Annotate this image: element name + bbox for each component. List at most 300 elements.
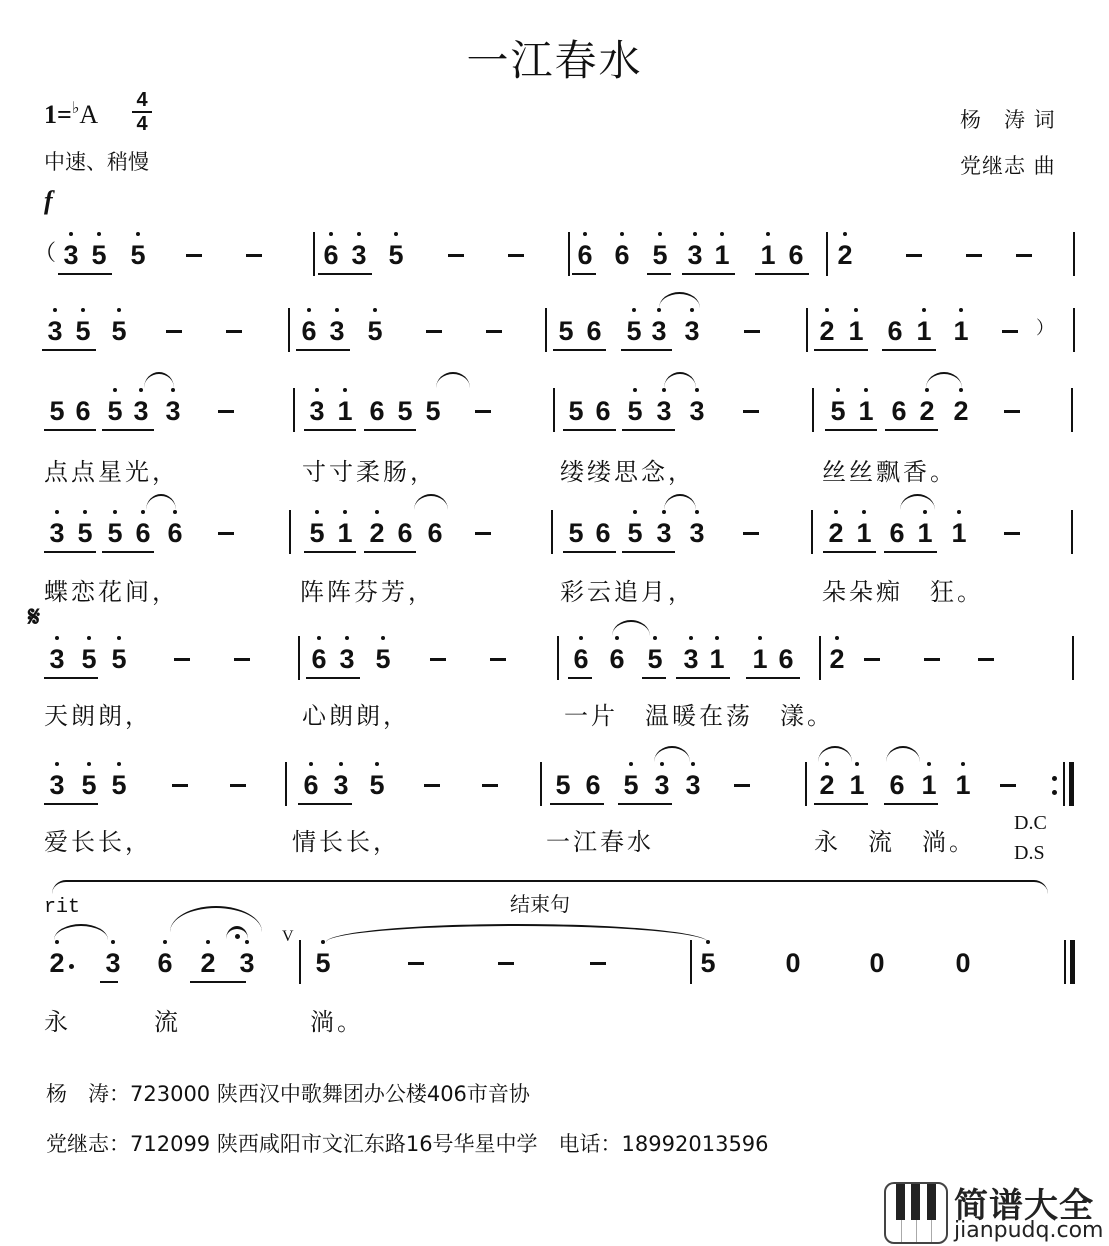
piano-keys-icon (884, 1182, 948, 1244)
note: 5 (108, 770, 130, 800)
octave-dot (632, 308, 636, 312)
beam-underline (882, 349, 936, 351)
sustain-dash (490, 658, 506, 661)
time-top: 4 (136, 89, 148, 111)
lyric-phrase: 情长长， (292, 828, 400, 856)
beam-underline (190, 981, 246, 983)
note: 5 (78, 770, 100, 800)
note: 6 (586, 316, 602, 346)
sustain-dash (743, 410, 759, 413)
note: 3 (348, 240, 370, 270)
score-row (0, 396, 1109, 456)
lyric-phrase: 一江春水 (546, 828, 654, 856)
lyricist-credit: 杨 涛 词 (960, 108, 1056, 132)
octave-dot (615, 636, 619, 640)
note: 2 (46, 948, 68, 978)
note: 2 (197, 948, 219, 978)
note: 5 (649, 240, 671, 270)
lyric-phrase: 朵朵痴 狂。 (822, 578, 984, 606)
ending-label: 结束句 (510, 892, 570, 916)
octave-dot (206, 940, 210, 944)
note: 1 (711, 240, 733, 270)
note: 2 (950, 396, 972, 426)
sustain-dash (978, 658, 994, 661)
octave-dot (766, 232, 770, 236)
octave-dot (339, 762, 343, 766)
octave-dot (55, 510, 59, 514)
beam-underline (102, 429, 154, 431)
octave-dot (373, 308, 377, 312)
barline (289, 510, 291, 554)
beam-underline (618, 803, 672, 805)
score-row (0, 240, 1109, 300)
octave-dot (139, 388, 143, 392)
octave-dot (321, 940, 325, 944)
barline (568, 232, 570, 276)
sustain-dash (966, 254, 982, 257)
octave-dot (394, 232, 398, 236)
octave-dot (81, 308, 85, 312)
barline (1072, 636, 1074, 680)
beam-underline (318, 273, 372, 275)
note: 2 (916, 396, 938, 426)
octave-dot (689, 636, 693, 640)
note: 1 (334, 396, 356, 426)
beam-underline (553, 349, 606, 351)
barline (313, 232, 315, 276)
lyric-phrase: 爱长长， (44, 828, 152, 856)
lyric-phrase: 丝丝飘香。 (822, 458, 957, 486)
note: 3 (130, 396, 152, 426)
note: 5 (558, 316, 574, 346)
beam-underline (622, 551, 675, 553)
octave-dot (583, 232, 587, 236)
note: 6 (606, 644, 628, 674)
beam-underline (682, 273, 735, 275)
rit-mark: rit (44, 896, 81, 919)
octave-dot (854, 308, 858, 312)
octave-dot (117, 636, 121, 640)
octave-dot (922, 308, 926, 312)
note: 6 (300, 770, 322, 800)
sustain-dash (590, 962, 606, 965)
lyric-phrase: 蝶恋花间， (44, 578, 179, 606)
note: 6 (778, 644, 794, 674)
note: 6 (889, 770, 905, 800)
beam-underline (44, 429, 96, 431)
note: 1 (914, 518, 936, 548)
tie-slur (146, 494, 176, 510)
note: 1 (757, 240, 779, 270)
beam-underline (825, 429, 877, 431)
octave-dot (862, 510, 866, 514)
sustain-dash (186, 254, 202, 257)
octave-dot (633, 510, 637, 514)
beam-underline (44, 803, 98, 805)
lyric-phrase: 一片 温暖在荡 漾。 (564, 702, 834, 730)
octave-dot (695, 388, 699, 392)
note: 0 (785, 948, 801, 978)
breath-mark: V (282, 928, 294, 945)
note: 5 (385, 240, 407, 270)
beam-underline (814, 803, 868, 805)
beam-underline (647, 273, 671, 275)
repeat-end-barline (1069, 762, 1074, 806)
sustain-dash (226, 330, 242, 333)
note: 5 (568, 518, 584, 548)
note: 5 (72, 316, 94, 346)
barline (1071, 388, 1073, 432)
lyric-phrase: 永 (44, 1008, 71, 1036)
tempo-marking: 中速、稍慢 (44, 150, 149, 174)
note: 1 (948, 518, 970, 548)
note: 6 (889, 518, 905, 548)
octave-dot (925, 388, 929, 392)
octave-dot (633, 388, 637, 392)
beam-underline (884, 551, 937, 553)
score-row (0, 770, 1109, 830)
barline (1063, 762, 1065, 806)
barline (299, 940, 301, 984)
octave-dot (381, 636, 385, 640)
octave-dot (173, 510, 177, 514)
tie-slur (654, 746, 690, 762)
tie-slur (664, 494, 696, 510)
note: 5 (108, 644, 130, 674)
octave-dot (693, 232, 697, 236)
note: 3 (686, 396, 708, 426)
barline (545, 308, 547, 352)
note: 5 (623, 316, 645, 346)
octave-dot (690, 308, 694, 312)
sustain-dash (743, 532, 759, 535)
octave-dot (825, 308, 829, 312)
octave-dot (335, 308, 339, 312)
beam-underline (823, 551, 876, 553)
note: 3 (653, 396, 675, 426)
octave-dot (835, 636, 839, 640)
note: 3 (330, 770, 352, 800)
logo-text-en: jianpudq.com (954, 1218, 1104, 1243)
flat-symbol: ♭ (71, 100, 80, 117)
octave-dot (83, 510, 87, 514)
octave-dot (657, 308, 661, 312)
barline (285, 762, 287, 806)
octave-dot (55, 636, 59, 640)
score-row (0, 948, 1109, 1008)
note: 5 (306, 518, 328, 548)
beam-underline (568, 677, 592, 679)
note: 6 (570, 644, 592, 674)
barline (1071, 510, 1073, 554)
note: 5 (127, 240, 149, 270)
barline (551, 510, 553, 554)
octave-dot (136, 232, 140, 236)
note: 1 (952, 770, 974, 800)
note: 3 (60, 240, 82, 270)
sustain-dash (172, 784, 188, 787)
octave-dot (691, 762, 695, 766)
note: 3 (648, 316, 670, 346)
final-barline (1070, 940, 1075, 984)
octave-dot (343, 388, 347, 392)
time-signature (132, 90, 152, 134)
note: 3 (236, 948, 258, 978)
lyric-phrase: 彩云追月， (560, 578, 695, 606)
octave-dot (55, 940, 59, 944)
note: 5 (397, 396, 413, 426)
lyric-phrase: 永 流 淌。 (814, 828, 976, 856)
note: 3 (681, 316, 703, 346)
score-row (0, 316, 1109, 376)
beam-underline (755, 273, 809, 275)
octave-dot (855, 762, 859, 766)
octave-dot (864, 388, 868, 392)
note: 1 (334, 518, 356, 548)
footer-contact-lyricist: 杨 涛：723000 陕西汉中歌舞团办公楼406市音协 (46, 1082, 530, 1106)
beam-underline (304, 551, 356, 553)
tie-slur (900, 494, 935, 510)
composer-credit: 党继志 曲 (960, 154, 1056, 178)
tie-slur (612, 620, 650, 636)
note: 2 (816, 316, 838, 346)
key-note: A (79, 100, 99, 129)
lyric-phrase: 缕缕思念， (560, 458, 695, 486)
lyric-phrase: 流 (154, 1008, 181, 1036)
note: 5 (827, 396, 849, 426)
note: 6 (585, 770, 601, 800)
sustain-dash (1000, 784, 1016, 787)
note: 3 (336, 644, 358, 674)
octave-dot (117, 308, 121, 312)
barline (826, 232, 828, 276)
note: 2 (834, 240, 856, 270)
octave-dot (720, 232, 724, 236)
beam-underline (296, 349, 350, 351)
sustain-dash (508, 254, 524, 257)
octave-dot (927, 762, 931, 766)
note: 3 (306, 396, 328, 426)
octave-dot (825, 762, 829, 766)
note: 5 (104, 518, 126, 548)
octave-dot (171, 388, 175, 392)
lyric-phrase: 阵阵芬芳， (300, 578, 435, 606)
score-row (0, 518, 1109, 578)
octave-dot (959, 308, 963, 312)
ds-mark: D.S (1014, 842, 1045, 864)
lyric-phrase: 天朗朗， (44, 702, 152, 730)
note: 3 (326, 316, 348, 346)
beam-underline (572, 273, 596, 275)
note: 0 (869, 948, 885, 978)
lyric-phrase: 淌。 (310, 1008, 364, 1036)
note: 6 (427, 518, 443, 548)
sustain-dash (424, 784, 440, 787)
sustain-dash (408, 962, 424, 965)
note: 6 (595, 518, 611, 548)
note: 1 (950, 316, 972, 346)
octave-dot (834, 510, 838, 514)
beam-underline (563, 429, 616, 431)
octave-dot (345, 636, 349, 640)
beam-underline (622, 429, 675, 431)
note: 6 (298, 316, 320, 346)
note: 5 (49, 396, 65, 426)
note: 5 (697, 948, 719, 978)
beam-underline (298, 803, 352, 805)
barline (1073, 308, 1075, 352)
octave-dot (658, 232, 662, 236)
note: 0 (955, 948, 971, 978)
beam-underline (884, 803, 938, 805)
sustain-dash (174, 658, 190, 661)
note: 6 (887, 316, 903, 346)
octave-dot (653, 636, 657, 640)
barline (1073, 232, 1075, 276)
note: 3 (686, 518, 708, 548)
note: 5 (620, 770, 642, 800)
song-title: 一江春水 (466, 36, 643, 85)
octave-dot (343, 510, 347, 514)
repeat-dot (1052, 776, 1057, 781)
octave-dot (923, 510, 927, 514)
note: 5 (88, 240, 110, 270)
note: 6 (891, 396, 907, 426)
beam-underline (814, 349, 868, 351)
close-paren: ） (1036, 318, 1054, 339)
octave-dot (329, 232, 333, 236)
octave-dot (961, 762, 965, 766)
note: 3 (46, 644, 68, 674)
sustain-dash (230, 784, 246, 787)
octave-dot (117, 762, 121, 766)
sustain-dash (1004, 532, 1020, 535)
note: 6 (320, 240, 342, 270)
beam-underline (58, 273, 112, 275)
sustain-dash (426, 330, 442, 333)
note: 5 (624, 518, 646, 548)
footer-contact-composer: 党继志：712099 陕西咸阳市文汇东路16号华星中学 电话：18992013596 (46, 1132, 769, 1156)
octave-dot (715, 636, 719, 640)
note: 6 (611, 240, 633, 270)
phrase-slur (170, 906, 262, 932)
beam-underline (44, 677, 98, 679)
sustain-dash (234, 658, 250, 661)
note: 1 (853, 518, 875, 548)
sustain-dash (1016, 254, 1032, 257)
note: 3 (162, 396, 184, 426)
octave-dot (309, 762, 313, 766)
note: 5 (312, 948, 334, 978)
barline (540, 762, 542, 806)
sustain-dash (486, 330, 502, 333)
score-row (0, 644, 1109, 704)
lyric-phrase: 心朗朗， (302, 702, 410, 730)
long-tie (326, 924, 708, 946)
tie-slur (818, 746, 852, 762)
key-signature (44, 98, 98, 130)
lyric-phrase: 寸寸柔肠， (302, 458, 437, 486)
beam-underline (100, 981, 118, 983)
octave-dot (758, 636, 762, 640)
note: 5 (104, 396, 126, 426)
octave-dot (375, 762, 379, 766)
site-logo[interactable] (880, 1178, 1105, 1244)
note: 5 (624, 396, 646, 426)
note: 5 (78, 644, 100, 674)
note: 3 (682, 770, 704, 800)
beam-underline (102, 551, 154, 553)
octave-dot (660, 762, 664, 766)
note: 2 (366, 518, 388, 548)
octave-dot (315, 388, 319, 392)
note: 1 (918, 770, 940, 800)
barline (557, 636, 559, 680)
note: 5 (74, 518, 96, 548)
barline (553, 388, 555, 432)
note: 5 (568, 396, 584, 426)
note: 5 (555, 770, 571, 800)
beam-underline (44, 551, 96, 553)
note: 5 (108, 316, 130, 346)
beam-underline (364, 551, 416, 553)
barline (819, 636, 821, 680)
note: 5 (372, 644, 394, 674)
beam-underline (304, 429, 356, 431)
key-prefix: 1= (44, 100, 72, 129)
repeat-dot (1052, 790, 1057, 795)
note: 6 (308, 644, 330, 674)
octave-dot (53, 308, 57, 312)
note: 1 (845, 316, 867, 346)
octave-dot (113, 510, 117, 514)
note: 1 (855, 396, 877, 426)
beam-underline (746, 677, 800, 679)
note: 6 (132, 518, 154, 548)
sustain-dash (218, 532, 234, 535)
sustain-dash (218, 410, 234, 413)
note: 1 (706, 644, 728, 674)
note: 1 (846, 770, 868, 800)
note: 6 (397, 518, 413, 548)
octave-dot (695, 510, 699, 514)
octave-dot (113, 388, 117, 392)
barline (288, 308, 290, 352)
octave-dot (87, 762, 91, 766)
note: 5 (425, 396, 441, 426)
note: 3 (684, 240, 706, 270)
sustain-dash (1002, 330, 1018, 333)
note: 3 (102, 948, 124, 978)
octave-dot (357, 232, 361, 236)
octave-dot (375, 510, 379, 514)
sustain-dash (475, 410, 491, 413)
octave-dot (141, 510, 145, 514)
octave-dot (662, 510, 666, 514)
beam-underline (550, 803, 604, 805)
beam-underline (42, 349, 96, 351)
note: 3 (680, 644, 702, 674)
note: 1 (749, 644, 771, 674)
note: 2 (816, 770, 838, 800)
note: 3 (44, 316, 66, 346)
lyric-phrase: 点点星光， (44, 458, 179, 486)
note: 5 (366, 770, 388, 800)
octave-dot (836, 388, 840, 392)
sustain-dash (448, 254, 464, 257)
octave-dot (662, 388, 666, 392)
octave-dot (87, 636, 91, 640)
